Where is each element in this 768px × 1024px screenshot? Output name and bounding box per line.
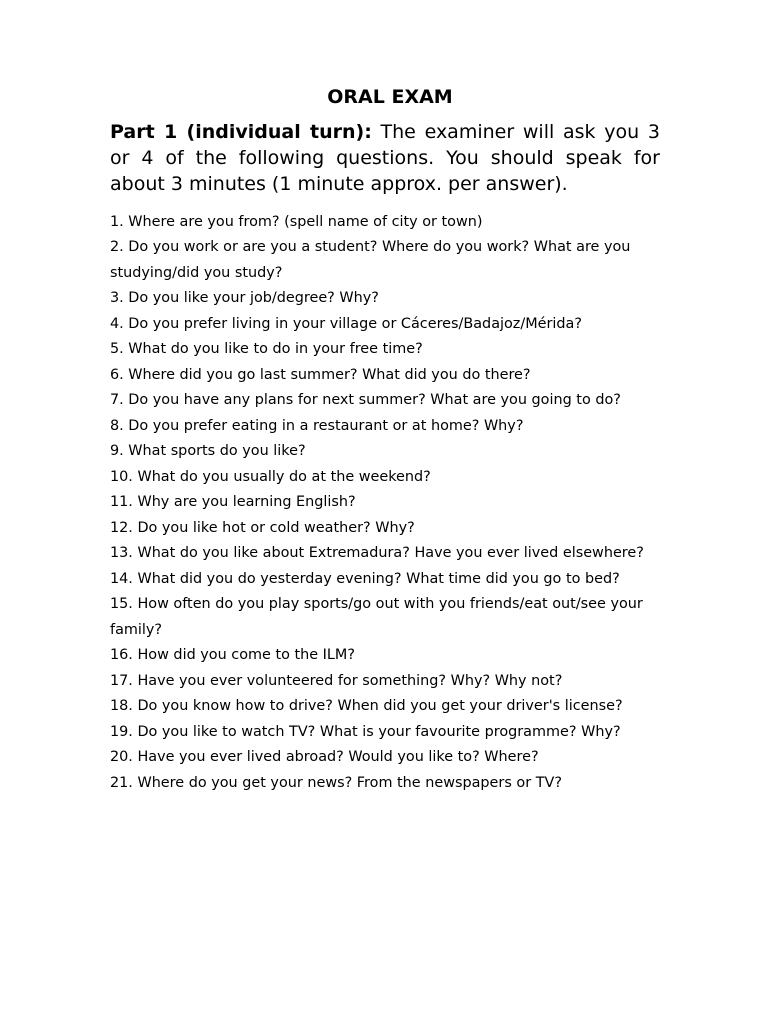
question-item: 6. Where did you go last summer? What did you do there?	[110, 366, 531, 383]
question-item: 3. Do you like your job/degree? Why?	[110, 290, 379, 307]
question-item: 15. How often do you play sports/go out with you friends/eat out/see your family?	[110, 596, 643, 638]
question-item: 18. Do you know how to drive? When did you get your driver's license?	[110, 698, 623, 715]
question-item: 14. What did you do yesterday evening? What time did you go to bed?	[110, 570, 620, 587]
intro-text: The examiner will ask you 3 or 4 of the following questions. You should speak for about 3 minutes (1 minute approx. per answer).	[110, 121, 660, 196]
question-item: 10. What do you usually do at the weekend?	[110, 468, 431, 485]
question-item: 19. Do you like to watch TV? What is your favourite programme? Why?	[110, 723, 621, 740]
question-item: 17. Have you ever volunteered for something? Why? Why not?	[110, 672, 563, 689]
question-item: 5. What do you like to do in your free time?	[110, 341, 423, 358]
question-item: 12. Do you like hot or cold weather? Why?	[110, 519, 415, 536]
question-item: 7. Do you have any plans for next summer? What are you going to do?	[110, 392, 621, 409]
question-list	[110, 210, 660, 797]
question-item: 20. Have you ever lived abroad? Would you like to? Where?	[110, 749, 539, 766]
question-item: 8. Do you prefer eating in a restaurant or at home? Why?	[110, 417, 524, 434]
question-item: 13. What do you like about Extremadura? Have you ever lived elsewhere?	[110, 545, 644, 562]
intro-paragraph	[110, 119, 660, 198]
question-item: 21. Where do you get your news? From the newspapers or TV?	[110, 774, 562, 791]
document-page	[110, 84, 660, 796]
question-item: 4. Do you prefer living in your village or Cáceres/Badajoz/Mérida?	[110, 315, 582, 332]
question-item: 1. Where are you from? (spell name of city or town)	[110, 213, 483, 230]
question-item: 2. Do you work or are you a student? Where do you work? What are you studying/did you study?	[110, 239, 631, 281]
question-item: 11. Why are you learning English?	[110, 494, 356, 511]
question-item: 16. How did you come to the ILM?	[110, 647, 355, 664]
question-item: 9. What sports do you like?	[110, 443, 306, 460]
intro-lead: Part 1 (individual turn):	[110, 121, 372, 143]
page-title: ORAL EXAM	[327, 86, 453, 108]
